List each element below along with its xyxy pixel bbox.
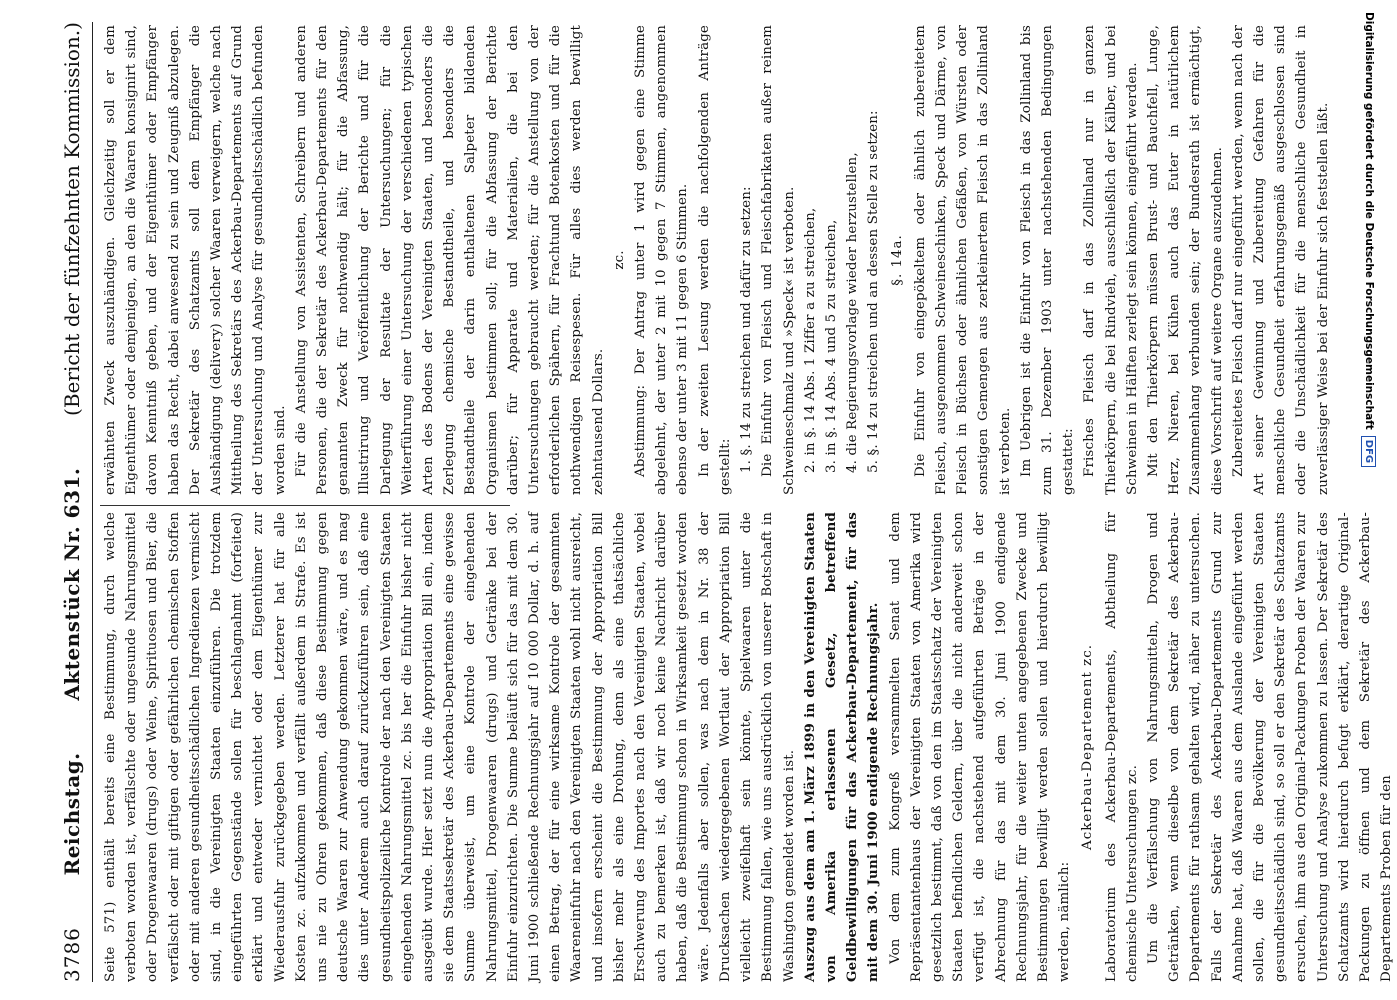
page-header xyxy=(52,22,93,982)
paragraph: Abstimmung: Der Antrag unter 1 wird gegen eine Stimme abgelehnt, der unter 2 mit 10 gegen 7 Stimmen, angenommen ebenso der unter 3 mit 11 gegen 6 Stimmen. xyxy=(633,25,691,495)
list-item: 1. §. 14 zu streichen und dafür zu setzen: xyxy=(739,186,755,473)
header-document: Aktenstück Nr. 631. xyxy=(60,467,84,701)
paragraph: In der zweiten Lesung werden die nachfolgenden Anträge gestellt: xyxy=(696,25,733,495)
paragraph: Für die Anstellung von Assistenten, Schreibern und anderen Personen, die der Sekretär des Ackerbau-Departements für den genannten Zweck für nothwendig hält; für die Abfassung, Illustrirung und Veröffentlichung der Berichte und für die Darlegung der Resultate der Untersuchungen; für die Weiterführung einer Untersuchung der verschiedenen typischen Arten des Bodens der Vereinigten Staaten, und besonders die Zerlegung chemische Bestandtheile, und besonders die Bestandtheile der darin enthaltenen Salpeter bildenden Organismen bestimmen soll; für die Abfassung der Berichte darüber; für Apparate und Materialien, die bei den Untersuchungen gebraucht werden; für die Anstellung von der erforderlichen Spähern, für Frachtund Botenkosten und für die nothwendigen Reisespesen. Für alles dies werden bewilligt zehntausend Dollars. xyxy=(293,25,606,495)
excerpt-heading: Auszug aus dem am 1. März 1899 in den Vereinigten Staaten von Amerika erlassenen Gesetz, betreffend Geldbewilligungen für das Ackerbau-Departement, für das mit dem 30. Juni 1900 endigende Rechnungsjahr. xyxy=(801,512,882,982)
paragraph: Die Einfuhr von Fleisch und Fleischfabrikaten außer reinem Schweineschmalz und »Speck« ist verboten. xyxy=(760,25,797,495)
ellipsis-marker: zc. xyxy=(611,250,627,270)
credit-text: Digitalisierung gefördert durch die Deutsche Forschungsgemeinschaft xyxy=(1363,12,1375,430)
paragraph: erwähnten Zweck auszuhändigen. Gleichzeitig soll er dem Eigenthümer oder demjenigen, an den die Waaren konsignirt sind, davon Kenntniß geben, und der Eigenthümer oder Empfänger haben das Recht, dabei anwesend zu sein und Zeugniß abzulegen. Der Sekretär des Schatzamts soll dem Empfänger die Aushändigung (delivery) solcher Waaren verweigern, welche nach Mittheilung des Sekretärs des Ackerbau-Departements auf Grund der Untersuchung und Analyse für gesundheitsschädlich befunden worden sind. xyxy=(103,25,288,495)
paragraph: Seite 571) enthält bereits eine Bestimmung, durch welche verboten worden ist, verfälschte oder ungesunde Nahrungsmittel oder Drogenwaaren (drugs) oder Weine, Spirituosen und Bier, die verfälscht oder mit giftigen oder gefährlichen chemischen Stoffen oder mit anderen gesundheitsschädlichen Ingredienzen vermischt sind, in die Vereinigten Staaten einzuführen. Die trotzdem eingeführten Gegenstände sollen für beschlagnahmt (forfeited) erklärt und entweder vernichtet oder dem Eigenthümer zur Wiederausfuhr zurückgegeben werden. Letzterer hat für alle Kosten zc. aufzukommen und verfällt außerdem in Strafe. Es ist uns nie zu Ohren gekommen, daß diese Bestimmung gegen deutsche Waaren zur Anwendung gekommen wäre, und es mag dies unter Anderem auch darauf zurückzuführen sein, daß eine gesundheitspolizeiliche Kontrole der nach den Vereinigten Staaten eingehenden Nahrungsmittel zc. bis her die Einfuhr bisher nicht ausgeübt wurde. Hier setzt nun die Appropriation Bill ein, indem sie dem Staatssekretär des Ackerbau-Departements eine gewisse Summe überweist, um eine Kontrole der eingehenden Nahrungsmittel, Drogenwaaren (drugs) und Getränke bei der Einfuhr einzurichten. Die Summe beläuft sich für das mit dem 30. Juni 1900 schließende Rechnungsjahr auf 10 000 Dollar, d. h. auf einen Betrag, der für eine wirksame Kontrole der gesammten Waareneinfuhr nach den Vereinigten Staaten wohl nicht ausreicht, und insofern erscheint die Bestimmung der Appropriation Bill bisher mehr als eine Drohung, denn als eine thatsächliche Erschwerung des Importes nach den Vereinigten Staaten, wobei auch zu bemerken ist, daß wir noch keine Nachricht darüber haben, daß die Bestimmung schon in Wirksamkeit gesetzt worden wäre. Jedenfalls aber sollen, was nach dem in Nr. 38 der Drucksachen wiedergegebenen Wortlaut der Appropriation Bill vielleicht zweifelhaft sein könnte, Spielwaaren unter die Bestimmung fallen, wie uns ausdrücklich von unserer Botschaft in Washington gemeldet worden ist. xyxy=(103,512,797,982)
paragraph: Zubereitetes Fleisch darf nur eingeführt werden, wenn nach der Art seiner Gewinnung und Zubereitung Gefahren für die menschliche Gesundheit erfahrungsgemäß ausgeschlossen sind oder die Unschädlichkeit für die menschliche Gesundheit in zuverlässiger Weise bei der Einfuhr sich feststellen läßt. xyxy=(1230,25,1331,495)
list-item: 5. §. 14 zu streichen und an dessen Stelle zu setzen: xyxy=(866,110,882,473)
paragraph: Die Einfuhr von eingepökeltem oder ähnlich zubereitetem Fleisch, ausgenommen Schweineschinken, Speck und Därme, von Fleisch in Büchsen oder ähnlichen Gefäßen, von Würsten oder sonstigen Gemengen aus zerkleinertem Fleisch in das Zollinland ist verboten. xyxy=(912,25,1013,495)
left-column xyxy=(100,512,1397,982)
digitization-credit xyxy=(1360,12,1382,632)
list-item: 2. in §. 14 Abs. 1 Ziffer a zu streichen, xyxy=(802,207,818,473)
column-divider xyxy=(100,505,510,506)
list-item: 4. die Regierungsvorlage wieder herzustellen, xyxy=(845,152,861,473)
paragraph: Von dem zum Kongreß versammelten Senat und dem Repräsentantenhaus der Vereinigten Staaten von Amerika wird gesetzlich bestimmt, daß von den im Staatsschatz der Vereinigten Staaten befindlichen Geldern, über die nicht anderweit schon verfügt ist, die nachstehend aufgeführten Beträge in der Abrechnung für das mit dem 30. Juni 1900 endigende Rechnungsjahr, für die weiter unten angegebenen Zwecke und Bestimmungen bewilligt werden sollen und hierdurch bewilligt werden, nämlich: xyxy=(887,512,1073,982)
header-parliament: Reichstag. xyxy=(60,752,84,876)
section-heading: Ackerbau-Departement zc. xyxy=(1080,644,1096,850)
dfg-logo: DFG xyxy=(1362,436,1377,467)
paragraph: Um die Verfälschung von Nahrungsmitteln, Drogen und Getränken, wenn dieselbe von dem Sekretär des Ackerbau-Departements für rathsam gehalten wird, näher zu untersuchen. Falls der Sekretär des Ackerbau-Departements Grund zur Annahme hat, daß Waaren aus dem Auslande eingeführt werden sollen, die für die Bevölkerung der Vereinigten Staaten gesundheitsschädlich sind, so soll er den Sekretär des Schatzamts ersuchen, ihm aus den Original-Packungen Proben der Waaren zur Untersuchung und Analyse zukommen zu lassen. Der Sekretär des Schatzamts wird hierdurch befugt erklärt, derartige Original-Packungen zu öffnen und dem Sekretär des Ackerbau-Departements Proben für den xyxy=(1145,512,1395,982)
page-number: 3786 xyxy=(60,927,84,982)
right-column xyxy=(100,25,1334,495)
paragraph: Mit den Thierkörpern müssen Brust- und Bauchfell, Lunge, Herz, Nieren, bei Kühen auch das Euter in natürlichem Zusammenhang verbunden sein; der Bundesrath ist ermächtigt, diese Vorschrift auf weitere Organe auszudehnen. xyxy=(1145,25,1225,495)
list-item: 3. in §. 14 Abs. 4 und 5 zu streichen, xyxy=(823,219,839,473)
paragraph: Im Uebrigen ist die Einfuhr von Fleisch in das Zollinland bis zum 31. Dezember 1903 unter nachstehenden Bedingungen gestattet: xyxy=(1018,25,1077,495)
header-subtitle: (Bericht der fünfzehnten Kommission.) xyxy=(60,22,84,416)
paragraph: Laboratorium des Ackerbau-Departements, Abtheilung für chemische Untersuchungen zc. xyxy=(1103,512,1140,982)
section-heading: §. 14a. xyxy=(889,234,905,286)
paragraph: Frisches Fleisch darf in das Zollinland nur in ganzen Thierkörpern, die bei Rindvieh, ausschließlich der Kälber, und bei Schweinen in Hälften zerlegt sein können, eingeführt werden. xyxy=(1082,25,1140,495)
